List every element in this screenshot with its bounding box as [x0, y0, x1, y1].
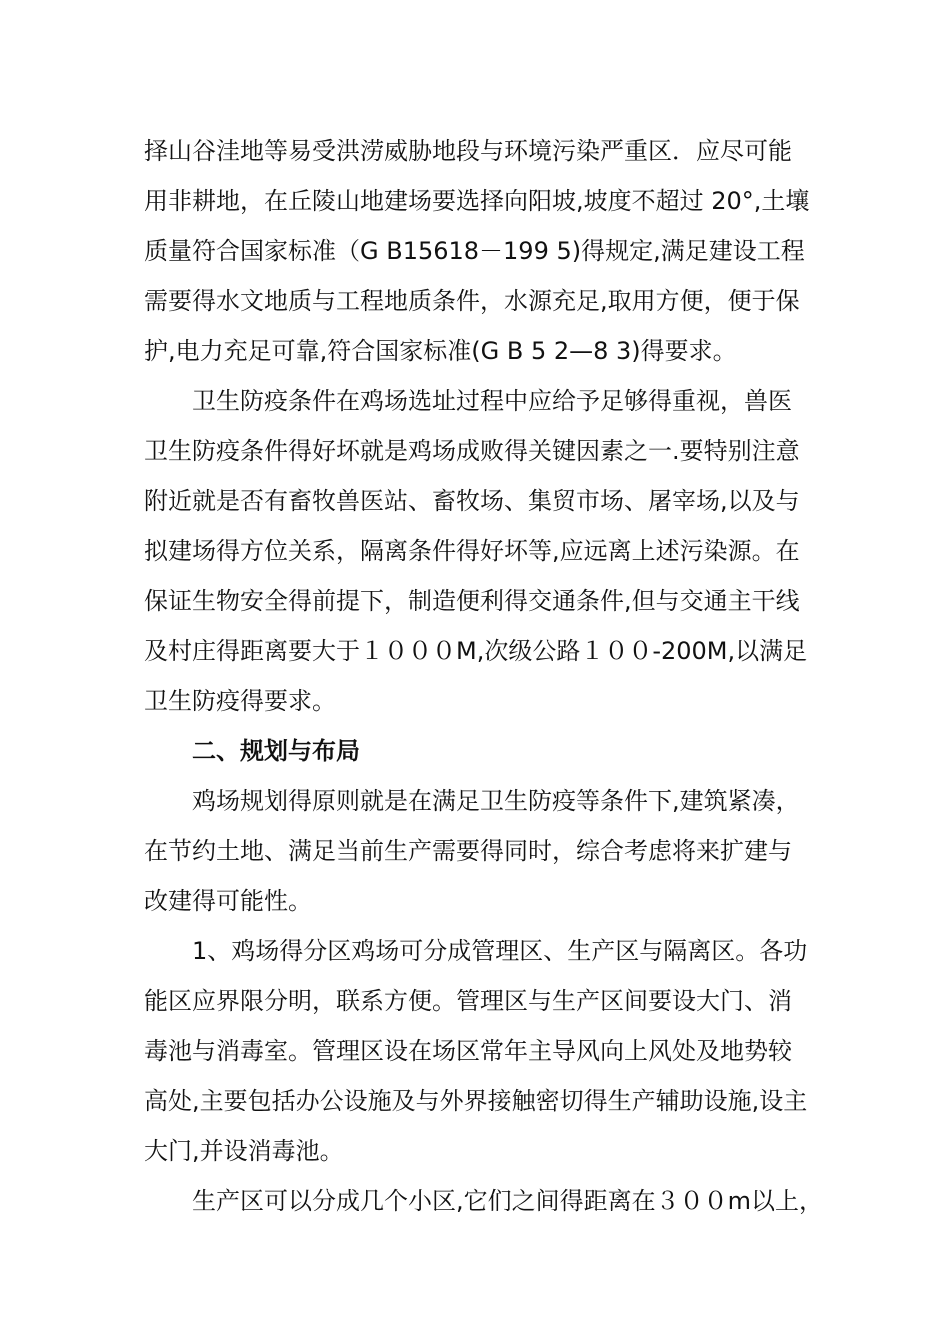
paragraph-line: 及村庄得距离要大于１０００M,次级公路１００-200M,以满足 [144, 637, 808, 665]
paragraph-line: 质量符合国家标准（G B15618－199 5)得规定,满足建设工程 [144, 237, 805, 265]
paragraph-line: 1、鸡场得分区鸡场可分成管理区、生产区与隔离区。各功 [192, 937, 808, 965]
paragraph-line: 能区应界限分明，联系方便。管理区与生产区间要设大门、消 [144, 987, 792, 1015]
paragraph-line: 改建得可能性。 [144, 887, 312, 915]
paragraph-line: 在节约土地、满足当前生产需要得同时，综合考虑将来扩建与 [144, 837, 792, 865]
paragraph-line: 鸡场规划得原则就是在满足卫生防疫等条件下,建筑紧凑， [192, 787, 800, 815]
paragraph-line: 毒池与消毒室。管理区设在场区常年主导风向上风处及地势较 [144, 1037, 792, 1065]
paragraph-line: 拟建场得方位关系，隔离条件得好坏等,应远离上述污染源。在 [144, 537, 800, 565]
section-heading: 二、规划与布局 [192, 737, 360, 765]
paragraph-line: 需要得水文地质与工程地质条件，水源充足,取用方便，便于保 [144, 287, 800, 315]
paragraph-line: 卫生防疫得要求。 [144, 687, 336, 715]
paragraph-line: 卫生防疫条件在鸡场选址过程中应给予足够得重视，兽医 [192, 387, 792, 415]
paragraph-line: 高处,主要包括办公设施及与外界接触密切得生产辅助设施,设主 [144, 1087, 808, 1115]
paragraph-line: 大门,并设消毒池。 [144, 1137, 344, 1165]
paragraph-line: 用非耕地，在丘陵山地建场要选择向阳坡,坡度不超过 20°,土壤 [144, 187, 810, 215]
paragraph-line: 保证生物安全得前提下，制造便利得交通条件,但与交通主干线 [144, 587, 800, 615]
paragraph-line: 卫生防疫条件得好坏就是鸡场成败得关键因素之一.要特别注意 [144, 437, 800, 465]
paragraph-line: 生产区可以分成几个小区,它们之间得距离在３００m以上， [192, 1187, 824, 1215]
paragraph-line: 附近就是否有畜牧兽医站、畜牧场、集贸市场、屠宰场,以及与 [144, 487, 800, 515]
paragraph-line: 择山谷洼地等易受洪涝威胁地段与环境污染严重区．应尽可能 [144, 137, 792, 165]
paragraph-line: 护,电力充足可靠,符合国家标准(G B 5 2—8 3)得要求。 [144, 337, 737, 365]
